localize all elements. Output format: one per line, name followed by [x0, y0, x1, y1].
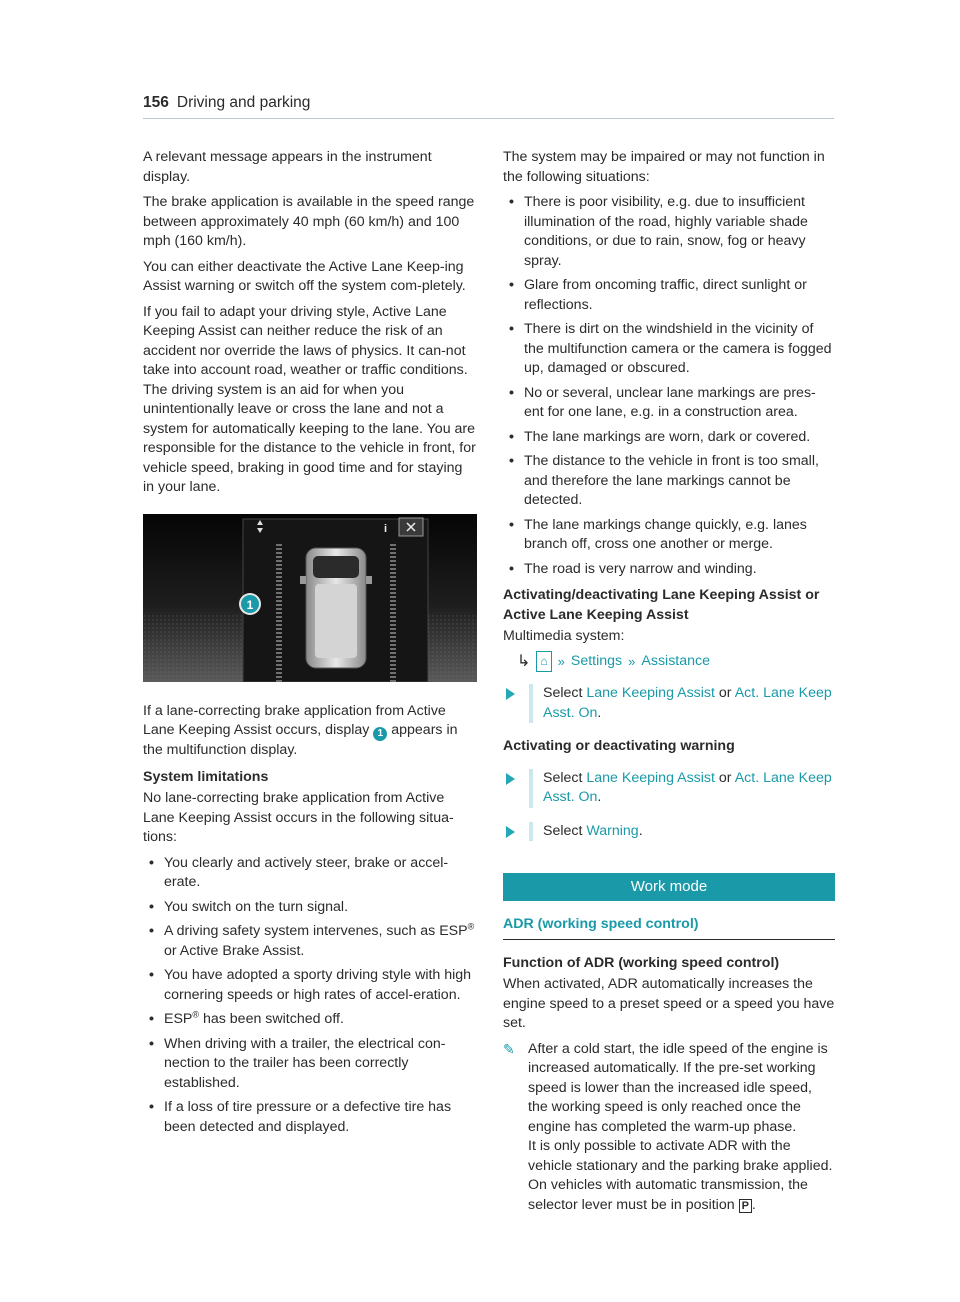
heading-system-limitations: System limitations	[143, 768, 269, 785]
paragraph: The brake application is available in the speed range between approximately 40 mph (60 km/h) and 100 mph (160 km/h).	[143, 194, 475, 249]
list-item: • Glare from oncoming traffic, direct sunlight or reflections.	[503, 276, 835, 315]
callout-1-badge	[239, 593, 261, 615]
step-arrow-icon	[506, 688, 515, 700]
option-lane-keeping-assist[interactable]: Lane Keeping Assist	[586, 685, 715, 701]
double-chevron-icon: »	[557, 653, 565, 669]
paragraph: You can either deactivate the Active Lane Keep-ing Assist warning or switch off the system com-pletely.	[143, 258, 466, 294]
list-item: • You switch on the turn signal.	[143, 898, 477, 918]
multifunction-display-figure	[143, 514, 477, 682]
list-item: • A driving safety system intervenes, such as ESP® or Active Brake Assist.	[143, 922, 477, 961]
close-icon	[399, 518, 423, 536]
option-act-lane-keep[interactable]: Act. Lane Keep Asst. On	[543, 685, 832, 721]
gear-p-icon: P	[739, 1199, 752, 1213]
double-chevron-icon: »	[628, 653, 636, 669]
section-title: Driving and parking	[176, 94, 311, 111]
step-arrow-icon	[506, 826, 515, 838]
page-header	[143, 94, 310, 112]
right-column	[503, 148, 835, 1215]
home-icon[interactable]: ⌂	[536, 651, 551, 673]
header-divider	[143, 118, 834, 119]
list-item: • The distance to the vehicle in front is too small, and therefore the lane markings cannot be detected.	[503, 452, 835, 511]
list-item: • No or several, unclear lane markings are pres-ent for one lane, e.g. in a construction area.	[503, 384, 835, 423]
return-arrow-icon: ↳	[517, 652, 531, 670]
option-lane-keeping-assist[interactable]: Lane Keeping Assist	[586, 769, 715, 786]
list-item: • There is dirt on the windshield in the vicinity of the multifunction camera or the camera is fogged up, damaged or obscured.	[503, 320, 835, 379]
page-number: 156	[143, 94, 169, 111]
subsection-adr: ADR (working speed control)	[503, 915, 835, 940]
menu-assistance[interactable]: Assistance	[641, 652, 710, 669]
callout-1-badge: 1	[373, 727, 387, 741]
paragraph: If you fail to adapt your driving style, Active Lane Keeping Assist can neither reduce the risk of an accident nor override the laws of physics. It can-not take into account road, weather or traffic conditions. The driving system is an aid for when you unintentionally leave or cross the lane and not a system for automatically keeping to the lane. You are responsible for the distance to the vehicle in front, for vehicle speed, braking in good time and for staying in your lane.	[143, 303, 476, 495]
list-item: • The road is very narrow and winding.	[503, 560, 835, 580]
note-icon: ✎	[503, 1040, 515, 1057]
step-arrow-icon	[506, 773, 515, 785]
list-item: • You clearly and actively steer, brake or accel-erate.	[143, 854, 477, 893]
heading-warning: Activating or deactivating warning	[503, 738, 735, 754]
heading-function-adr: Function of ADR (working speed control)	[503, 954, 780, 971]
multimedia-label: Multimedia system:	[503, 628, 625, 644]
left-column	[143, 148, 477, 1143]
menu-settings[interactable]: Settings	[570, 652, 623, 669]
paragraph: The system may be impaired or may not function in the following situations:	[503, 149, 825, 185]
list-item: • If a loss of tire pressure or a defective tire has been detected and displayed.	[143, 1098, 477, 1137]
section-bar-work-mode: Work mode	[503, 873, 835, 901]
paragraph: When activated, ADR automatically increases the engine speed to a preset speed or a speed you have set.	[503, 976, 835, 1031]
paragraph: If a lane-correcting brake application from Active Lane Keeping Assist occurs, display 1 appears in the multifunction display.	[143, 702, 458, 758]
paragraph: A relevant message appears in the instrument display.	[143, 149, 432, 185]
impairment-list	[503, 193, 835, 579]
menu-path	[517, 651, 835, 673]
option-warning[interactable]: Warning	[586, 822, 639, 839]
step-select-lane-assist: Select Lane Keeping Assist or Act. Lane Keep Asst. On.	[503, 684, 835, 723]
heading-activating: Activating/deactivating Lane Keeping Assist or Active Lane Keeping Assist	[503, 587, 820, 623]
list-item: • ESP® has been switched off.	[143, 1010, 477, 1030]
option-act-lane-keep[interactable]: Act. Lane Keep Asst. On	[543, 769, 832, 805]
info-icon: i	[384, 522, 388, 535]
step-select-warning: Select Warning.	[503, 822, 835, 842]
svg-text:1: 1	[246, 597, 254, 612]
list-item: • When driving with a trailer, the electrical con-nection to the trailer has been correctly established.	[143, 1035, 477, 1094]
note-block: ✎ After a cold start, the idle speed of the engine is increased automatically. If the pre-set working speed is lower than the increased idle speed, the working speed is only reached once the engine has completed the warm-up phase. It is only possible to activate ADR with the vehicle stationary and the parking brake applied. On vehicles with automatic transmission, the selector lever must be in position P .	[503, 1040, 835, 1216]
list-item: • The lane markings change quickly, e.g. lanes branch off, cross one another or merge.	[503, 516, 835, 555]
list-item: • There is poor visibility, e.g. due to insufficient illumination of the road, highly variable shade conditions, or due to rain, snow, fog or heavy spray.	[503, 193, 835, 271]
vehicle-icon	[300, 548, 372, 668]
step-select-lane-assist-2: Select Lane Keeping Assist or Act. Lane Keep Asst. On.	[503, 769, 835, 808]
paragraph: No lane-correcting brake application from Active Lane Keeping Assist occurs in the following situa-tions:	[143, 790, 454, 845]
list-item: • You have adopted a sporty driving style with high cornering speeds or high rates of accel-eration.	[143, 966, 477, 1005]
limitations-list	[143, 854, 477, 1138]
list-item: • The lane markings are worn, dark or covered.	[503, 428, 835, 448]
